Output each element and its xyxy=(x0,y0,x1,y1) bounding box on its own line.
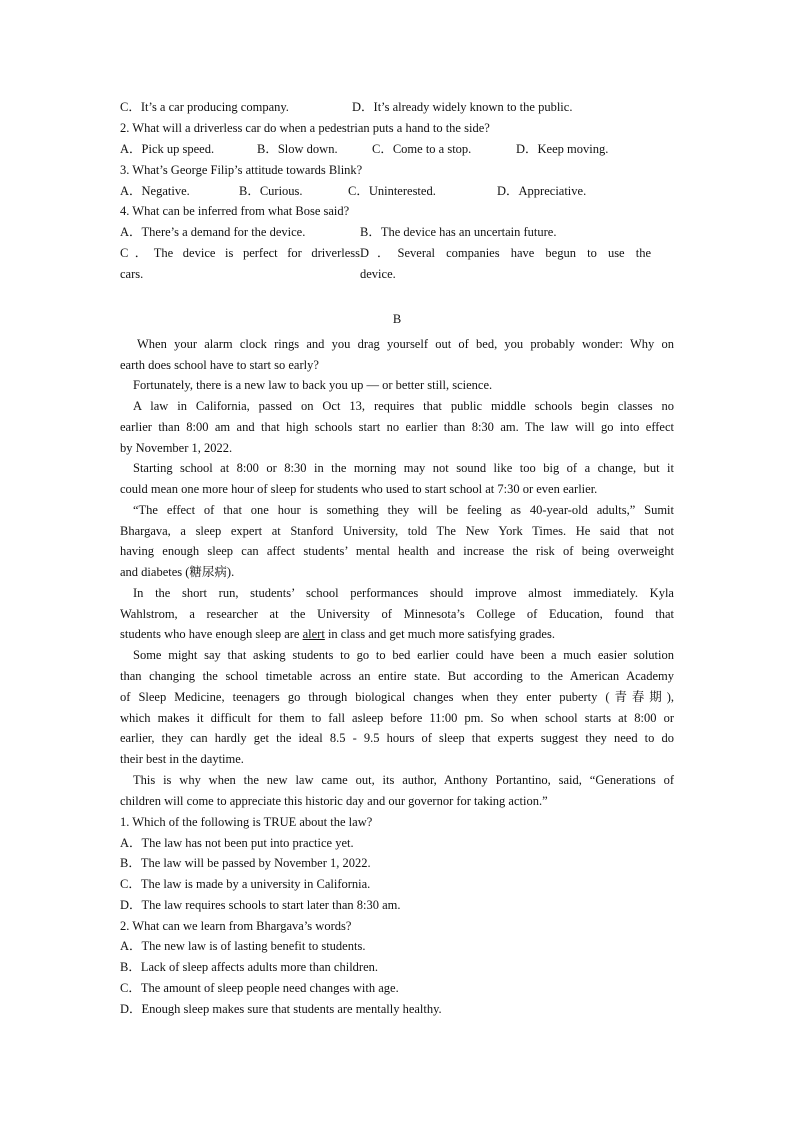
q1-option-d[interactable]: D．It’s already widely known to the public. xyxy=(352,100,573,114)
passage-line: earlier than 8:00 am and that high schools start no earlier than 8:30 am. The law will go into effect xyxy=(120,420,674,434)
q4-option-a[interactable]: A．There’s a demand for the device. xyxy=(120,225,306,239)
passage-line: Bhargava, a sleep expert at Stanford University, told The New York Times. He said that not xyxy=(120,524,674,538)
q1-option-c[interactable]: C．It’s a car producing company. xyxy=(120,100,289,114)
passage-line: which makes it difficult for them to fall asleep before 11:00 pm. So when school starts at 8:00 or xyxy=(120,711,674,725)
q3-option-a[interactable]: A．Negative. xyxy=(120,184,190,198)
passage-line: by November 1, 2022. xyxy=(120,441,233,455)
b-question-2-text: 2. What can we learn from Bhargava’s words? xyxy=(120,919,352,933)
passage-line: In the short run, students’ school performances should improve almost immediately. Kyla xyxy=(133,586,674,600)
q2-option-b[interactable]: B．Slow down. xyxy=(257,142,338,156)
b-q1-option-c[interactable]: C．The law is made by a university in California. xyxy=(120,877,371,891)
b-question-1-text: 1. Which of the following is TRUE about the law? xyxy=(120,815,373,829)
section-heading: B xyxy=(392,312,402,326)
passage-line: Wahlstrom, a researcher at the University of Minnesota’s College of Education, found that xyxy=(120,607,674,621)
passage-line: earlier, they can hardly get the ideal 8.5 - 9.5 hours of sleep that experts suggest they need to do xyxy=(120,731,674,745)
passage-line: Starting school at 8:00 or 8:30 in the morning may not sound like too big of a change, but it xyxy=(133,461,674,475)
passage-line: and diabetes (糖尿病). xyxy=(120,565,235,579)
question-4-text: 4. What can be inferred from what Bose said? xyxy=(120,204,350,218)
passage-line: earth does school have to start so early? xyxy=(120,358,319,372)
question-2-text: 2. What will a driverless car do when a pedestrian puts a hand to the side? xyxy=(120,121,490,135)
b-q1-option-a[interactable]: A．The law has not been put into practice yet. xyxy=(120,836,354,850)
b-q1-option-d[interactable]: D．The law requires schools to start later than 8:30 am. xyxy=(120,898,401,912)
q3-option-c[interactable]: C．Uninterested. xyxy=(348,184,436,198)
q4-option-d-cont[interactable]: device. xyxy=(360,267,396,281)
q4-option-c[interactable]: C．The device is perfect for driverless xyxy=(120,246,360,260)
passage-line: could mean one more hour of sleep for students who used to start school at 7:30 or even earlier. xyxy=(120,482,598,496)
b-q2-option-d[interactable]: D．Enough sleep makes sure that students are mentally healthy. xyxy=(120,1002,442,1016)
b-q2-option-c[interactable]: C．The amount of sleep people need changes with age. xyxy=(120,981,399,995)
passage-line: of Sleep Medicine, teenagers go through biological changes when they enter puberty (青春期), xyxy=(120,690,674,704)
q4-option-d[interactable]: D．Several companies have begun to use the xyxy=(360,246,651,260)
passage-line: Some might say that asking students to go to bed earlier could have been a much easier solution xyxy=(133,648,674,662)
passage-line: “The effect of that one hour is something they will be feeling as 40-year-old adults,” Sumit xyxy=(133,503,674,517)
passage-line: children will come to appreciate this historic day and our governor for taking action.” xyxy=(120,794,548,808)
passage-line xyxy=(120,626,555,642)
q2-option-d[interactable]: D．Keep moving. xyxy=(516,142,609,156)
passage-line: than changing the school timetable across an entire state. But according to the American Academy xyxy=(120,669,674,683)
underlined-word-alert: alert xyxy=(302,627,325,641)
q3-option-d[interactable]: D．Appreciative. xyxy=(497,184,587,198)
q2-option-c[interactable]: C．Come to a stop. xyxy=(372,142,472,156)
question-3-text: 3. What’s George Filip’s attitude towards Blink? xyxy=(120,163,363,177)
passage-line: When your alarm clock rings and you drag yourself out of bed, you probably wonder: Why on xyxy=(137,337,674,351)
passage-line: their best in the daytime. xyxy=(120,752,244,766)
passage-text: students who have enough sleep are xyxy=(120,627,303,641)
q3-option-b[interactable]: B．Curious. xyxy=(239,184,303,198)
b-q2-option-b[interactable]: B．Lack of sleep affects adults more than children. xyxy=(120,960,379,974)
passage-text: in class and get much more satisfying grades. xyxy=(324,627,555,641)
q4-option-c-cont[interactable]: cars. xyxy=(120,267,144,281)
passage-line: A law in California, passed on Oct 13, requires that public middle schools begin classes no xyxy=(133,399,674,413)
b-q2-option-a[interactable]: A．The new law is of lasting benefit to students. xyxy=(120,939,366,953)
b-q1-option-b[interactable]: B．The law will be passed by November 1, 2022. xyxy=(120,856,371,870)
passage-line: This is why when the new law came out, its author, Anthony Portantino, said, “Generations of xyxy=(133,773,674,787)
q4-option-b[interactable]: B．The device has an uncertain future. xyxy=(360,225,557,239)
passage-line: Fortunately, there is a new law to back you up — or better still, science. xyxy=(133,378,493,392)
passage-line: having enough sleep can affect students’ mental health and increase the risk of being overweight xyxy=(120,544,674,558)
q2-option-a[interactable]: A．Pick up speed. xyxy=(120,142,215,156)
